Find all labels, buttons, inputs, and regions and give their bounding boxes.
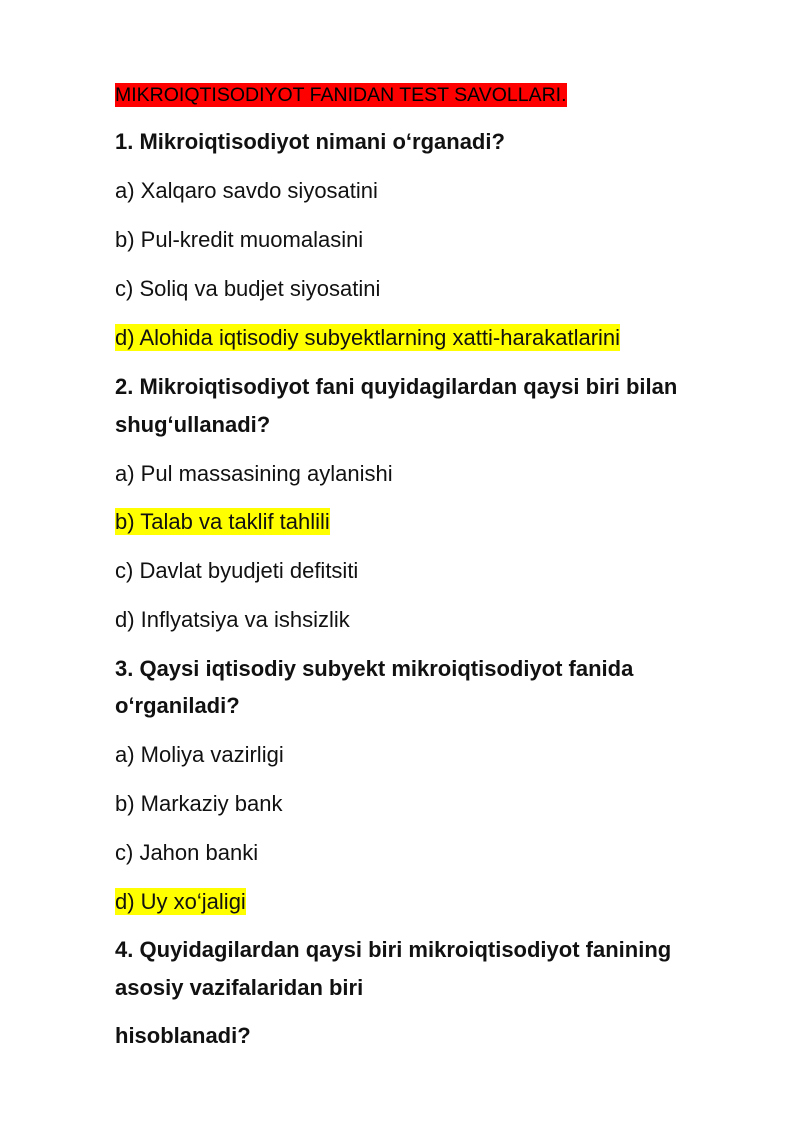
question-1-text: 1. Mikroiqtisodiyot nimani o‘rganadi? xyxy=(115,129,505,154)
question-4-text-line-3: hisoblanadi? xyxy=(115,1023,251,1048)
question-2-option-d: d) Inflyatsiya va ishsizlik xyxy=(115,607,350,632)
correct-answer-highlight: d) Uy xo‘jaligi xyxy=(115,889,246,914)
question-4-text-line-1: 4. Quyidagilardan qaysi biri mikroiqtisodiyot fanining xyxy=(115,937,672,962)
question-1-option-b: b) Pul-kredit muomalasini xyxy=(115,227,364,252)
question-2-text-line-2: shug‘ullanadi? xyxy=(115,412,271,437)
correct-answer-highlight: b) Talab va taklif tahlili xyxy=(115,509,330,534)
question-1-option-a: a) Xalqaro savdo siyosatini xyxy=(115,178,378,203)
question-3-option-a: a) Moliya vazirligi xyxy=(115,742,284,767)
question-4-text-line-2: asosiy vazifalaridan biri xyxy=(115,975,364,1000)
question-3-text-line-2: o‘rganiladi? xyxy=(115,693,240,718)
question-2-option-c: c) Davlat byudjeti defitsiti xyxy=(115,558,359,583)
question-1-option-c: c) Soliq va budjet siyosatini xyxy=(115,276,381,301)
question-3-option-d xyxy=(115,888,246,916)
question-2-option-a: a) Pul massasining aylanishi xyxy=(115,461,393,486)
question-3-option-b: b) Markaziy bank xyxy=(115,791,283,816)
question-3-option-c: c) Jahon banki xyxy=(115,840,259,865)
question-3-text-line-1: 3. Qaysi iqtisodiy subyekt mikroiqtisodiyot fanida xyxy=(115,656,634,681)
correct-answer-highlight: d) Alohida iqtisodiy subyektlarning xatti-harakatlarini xyxy=(115,325,621,350)
question-1-option-d xyxy=(115,324,620,352)
question-2-option-b xyxy=(115,508,330,536)
title-highlight: MIKROIQTISODIYOT FANIDAN TEST SAVOLLARI. xyxy=(115,84,567,106)
question-2-text-line-1: 2. Mikroiqtisodiyot fani quyidagilardan qaysi biri bilan xyxy=(115,374,678,399)
document-title xyxy=(115,80,567,109)
